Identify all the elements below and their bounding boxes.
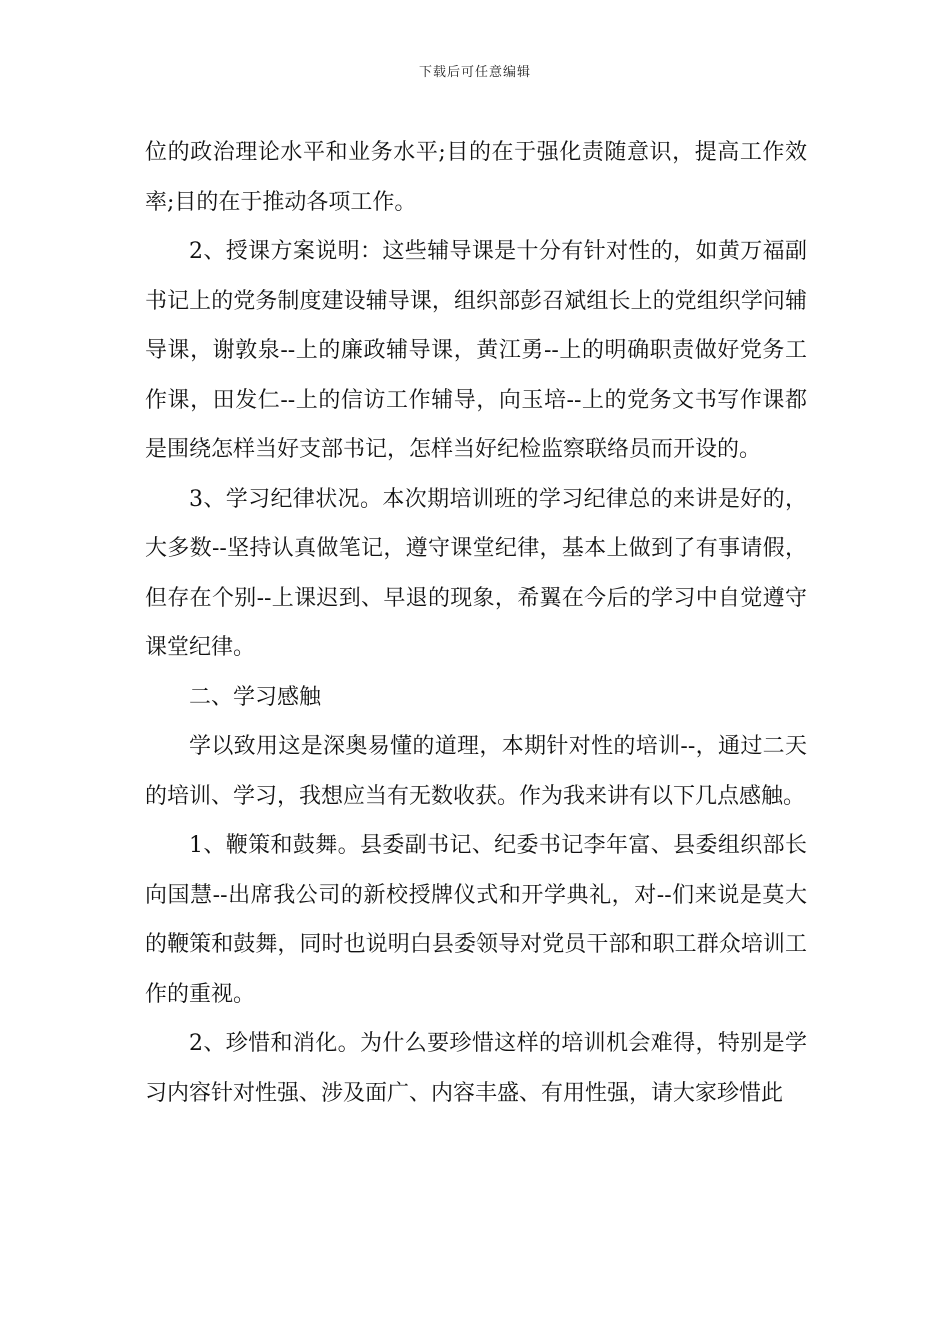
paragraph-6: 2、珍惜和消化。为什么要珍惜这样的培训机会难得，特别是学习内容针对性强、涉及面广、内容丰盛、有用性强，请大家珍惜此 [145,1031,807,1106]
paragraph-3: 3、学习纪律状况。本次期培训班的学习纪律总的来讲是好的，大多数--坚持认真做笔记，遵守课堂纪律，基本上做到了有事请假，但存在个别--上课迟到、早退的现象，希翼在今后的学习中自觉遵守课堂纪律。 [145,486,807,660]
paragraph-1: 位的政治理论水平和业务水平;目的在于强化责随意识，提高工作效率;目的在于推动各项工作。 [145,140,807,215]
section-heading: 二、学习感触 [189,684,322,710]
paragraph-4: 学以致用这是深奥易懂的道理，本期针对性的培训--，通过二天的培训、学习，我想应当有无数收获。作为我来讲有以下几点感触。 [145,734,807,809]
paragraph-2: 2、授课方案说明：这些辅导课是十分有针对性的，如黄万福副书记上的党务制度建设辅导课，组织部彭召斌组长上的党组织学问辅导课，谢敦泉--上的廉政辅导课，黄江勇--上的明确职责做好党务工作课，田发仁--上的信访工作辅导，向玉培--上的党务文书写作课都是围绕怎样当好支部书记，怎样当好纪检监察联络员而开设的。 [145,239,807,462]
paragraph-5: 1、鞭策和鼓舞。县委副书记、纪委书记李年富、县委组织部长向国慧--出席我公司的新校授牌仪式和开学典礼，对--们来说是莫大的鞭策和鼓舞，同时也说明白县委领导对党员干部和职工群众培训工作的重视。 [145,833,807,1007]
page-header: 下载后可任意编辑 [418,65,531,80]
document-body [145,128,807,1118]
